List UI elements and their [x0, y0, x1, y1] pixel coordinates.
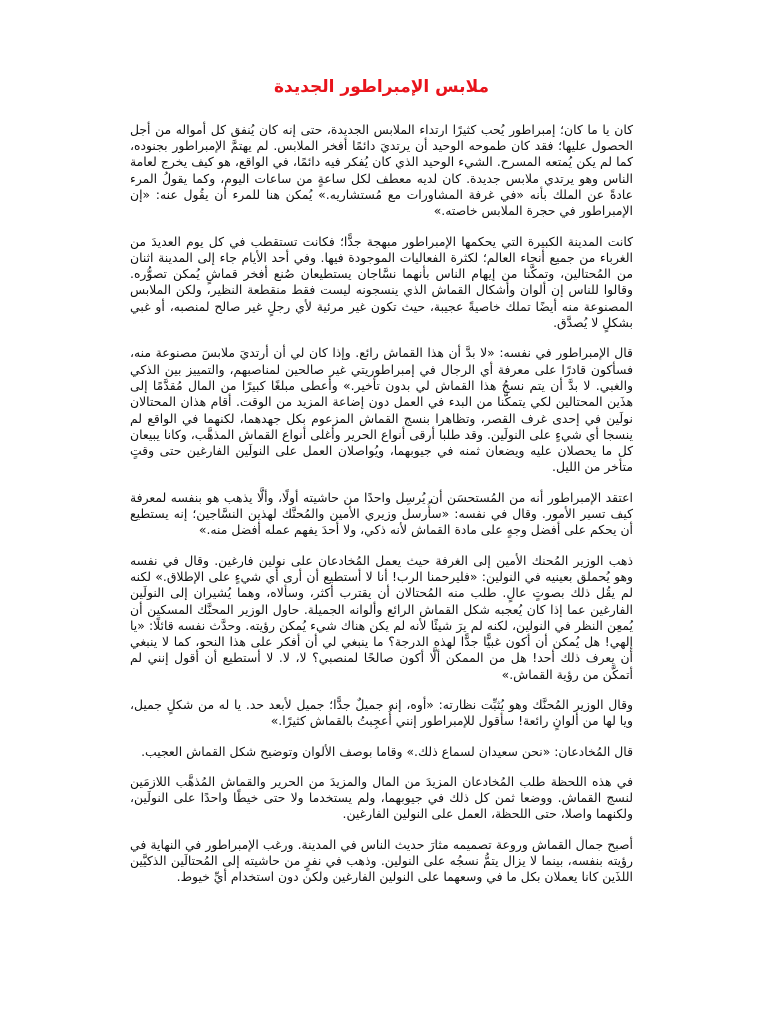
paragraph-5: ذهب الوزير المُحنك الأمين إلى الغرفة حيث يعمل المُخادعان على نولين فارغين. وقال في نفسه وهو يُحملق بعينيه في النولين: «فليرحمنا الرب! أنا لا أستطيع أن أرى أي شيءٍ على الإطلاق.» لكنه لم يقُل ذلك بصوتٍ عالٍ. طلب منه المُحتالان أن يقترب أكثر، وسألاه، وهما يُشيران إلى النولَين الفارغين عما إذا كان يُعجبه شكل القماش الرائع وألوانه الجميلة. حاول الوزير المحنَّك المسكين أن يُمعِن النظر في النولين، لكنه لم يرَ شيئًا لأنه لم يكن هناك شيء يُمكن رؤيته. وحدَّث نفسه قائلًا: «يا إلهي! هل يُمكن أن أكون غبيًّا جدًّا لهذه الدرجة؟ ما ينبغي لي أن أفكر على هذا النحو، كما لا ينبغي أن يعرف ذلك أحد! هل من الممكن ألَّا أكون صالحًا لمنصبي؟ لا، لا. لا أستطيع أن أقول إنني لم أتمكَّن من رؤية القماش.» — [130, 552, 633, 682]
story-title: ملابس الإمبراطور الجديدة — [273, 77, 489, 97]
paragraph-1: كان يا ما كان؛ إمبراطور يُحب كثيرًا ارتداء الملابس الجديدة، حتى إنه كان يُنفق كل أمواله من أجل الحصول عليها؛ فقد كان طموحه الوحيد أن يرتديَ دائمًا أفخر الملابس. لم يهتمَّ الإمبراطور بجنوده، كما لم يكن يُمتعه المسرح. الشيء الوحيد الذي كان يُفكر فيه دائمًا، في الواقع، هو كيف يخرج لعامة الناس وهو يرتدي ملابس جديدة. كان لديه معطف لكل ساعةٍ من ساعات اليوم، وكما يقولُ المرء عادةً عن الملك بأنه «في غرفة المشاورات مع مُستشاريه.» يُمكن هنا للمرء أن يقُول عنه: «إن الإمبراطور في حجرة الملابس خاصته.» — [130, 121, 633, 219]
paragraph-3: قال الإمبراطور في نفسه: «لا بدَّ أن هذا القماش رائع. وإذا كان لي أن أرتديَ ملابسَ مصنوعة منه، فسأكون قادرًا على معرفة أي الرجال في إمبراطوريتي غير صالحين لمناصبهم، والتمييز بين الذكي والغبي. لا بدَّ أن يتم نسجُ هذا القماش لي بدون تأخير.» وأعطى مبلغًا كبيرًا من المال مُقدَّمًا إلى هذَين المحتالين لكي يتمكَّنا من البدء في العمل دون إضاعة المزيد من الوقت. أقام هذان المحتالان نولَين في إحدى غرف القصر، وتظاهرا بنسج القماش المزعوم بكل جهدهما، لكنهما في الواقع لم ينسجا أي شيءٍ على النولَين. وقد طلبا أرقى أنواع الحرير وأغلى أنواع القماش المذهَّب، وكانا يبيعان كل ما يحصلان عليه ويضعان ثمنه في جيوبهما، ويُواصلان العمل على النولَين الفارغين حتى وقتٍ متأخر من الليل. — [130, 345, 633, 475]
paragraph-8: في هذه اللحظة طلب المُخادعان المزيدَ من المال والمزيدَ من الحرير والقماش المُذهَّب اللازمَين لنسج القماش. ووضعا ثمن كل ذلك في جيوبهما، ولم يستخدما ولا حتى خيطًا واحدًا على النولَين، ولكنهما واصلا، حتى اللحظة، العمل على النولين الفارغين. — [130, 773, 633, 822]
paragraph-4: اعتقد الإمبراطور أنه من المُستحسَن أن يُرسِل واحدًا من حاشيته أولًا، وألَّا يذهب هو بنفسه لمعرفة كيف تسير الأمور. وقال في نفسه: «سأُرسل وزيري الأمين والمُحنَّك لهذين النسَّاجين؛ إنه يستطيع أن يحكم على أفضل وجهٍ على مادة القماش لأنه ذكي، ولا أحدَ يفهم عمله أفضل منه.» — [130, 489, 633, 538]
paragraph-6: وقال الوزير المُحنَّك وهو يُثبِّت نظارته: «أوه، إنه جميلٌ جدًّا؛ جميل لأبعد حد. يا له من شكلٍ جميل، ويا لها من ألوانٍ رائعة! سأقول للإمبراطور إنني أُعجِبتُ بالقماش كثيرًا.» — [130, 697, 633, 729]
paragraph-7: قال المُخادعان: «نحن سعيدان لسماع ذلك.» وقاما بوصف الألوان وتوضيح شكل القماش العجيب. — [141, 743, 633, 759]
paragraph-9: أصبح جمال القماش وروعة تصميمه مثارَ حديث الناس في المدينة. ورغب الإمبراطور في النهاية في رؤيته بنفسه، بينما لا يزال يتمُّ نسجُه على النولين. وذهب في نفرٍ من حاشيته إلى المُحتالَين الذكيَّين اللذَين كانا يعملان بكل ما في وسعهما على النولين الفارغين ولكن دون استخدام أيِّ خيوط. — [130, 836, 633, 885]
paragraph-2: كانت المدينة الكبيرة التي يحكمها الإمبراطور مبهجة جدًّا؛ فكانت تستقطب في كل يوم العديدَ من الغرباء من جميع أنحاء العالم؛ لكثرة الفعاليات الموجودة فيها. وفي أحد الأيام جاء إلى المدينة اثنان من المُحتالين، وتمكَّنا من إيهام الناس بأنهما نسَّاجان يستطيعان صُنع أفخر قماشٍ يُمكن تصوُّره. وقالوا للناس إن ألوان وأشكال القماش الذي ينسجونه ليست فقط منقطعة النظير، ولكن الملابس المصنوعة منه أيضًا تملك خاصيةً عجيبة، حيث تكون غير مرئية لأي رجلٍ غير صالح لمنصبه، أو غبي بشكلٍ لا يُصدَّق. — [130, 233, 633, 331]
